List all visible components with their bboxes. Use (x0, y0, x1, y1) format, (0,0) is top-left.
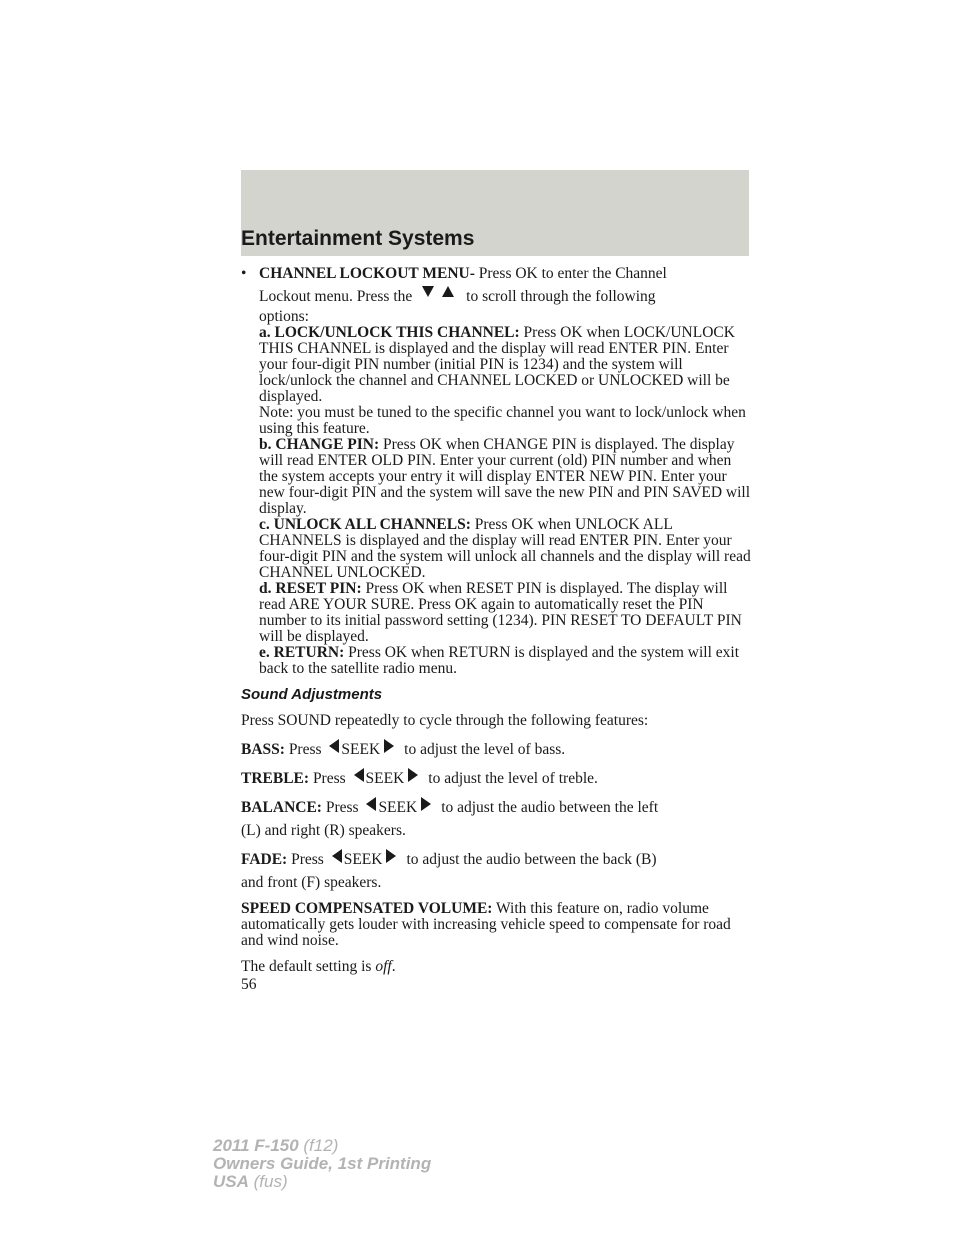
lockout-line-2-pre: Lockout menu. Press the (259, 288, 417, 305)
seek-right-icon (408, 768, 418, 782)
default-pre: The default setting is (241, 958, 376, 975)
section-title: Entertainment Systems (241, 227, 475, 250)
arrow-down-icon (422, 286, 434, 297)
option-a-label: a. LOCK/UNLOCK THIS CHANNEL: (259, 324, 520, 341)
fade-label: FADE: (241, 851, 288, 868)
bullet: • (241, 265, 247, 282)
press-text: Press (288, 741, 326, 758)
lockout-line-1-text: Press OK to enter the Channel (474, 265, 667, 282)
option-a (259, 325, 753, 405)
treble-line (241, 768, 753, 787)
lockout-line-2 (259, 286, 753, 305)
option-b-label: b. CHANGE PIN: (259, 436, 380, 453)
seek-text: SEEK (341, 741, 381, 758)
sound-adjustments-heading: Sound Adjustments (241, 686, 383, 703)
footer-line-1 (213, 1137, 431, 1155)
option-d-text: Press OK when RESET PIN is displayed. The display will read ARE YOUR SURE. Press OK again to automatically reset the PIN number to its initial password setting (1234). PIN RESET TO DEFAULT PIN will be displayed. (259, 580, 742, 645)
seek-left-icon (354, 768, 364, 782)
balance-line-2: (L) and right (R) speakers. (241, 822, 406, 839)
option-c-text: Press OK when UNLOCK ALL CHANNELS is displayed and the display will read ENTER PIN. Enter your four-digit PIN and the system will unlock all channels and the display will read CHANNEL UNLOCKED. (259, 516, 751, 581)
option-a-text: Press OK when LOCK/UNLOCK THIS CHANNEL is displayed and the display will read ENTER PIN. Enter your four-digit PIN number (initial PIN is 1234) and the system will lock/unlock the channel and CHANNEL LOCKED or UNLOCKED will be displayed. (259, 324, 735, 405)
fade-line (241, 849, 753, 868)
lockout-line-2-post: to scroll through the following (466, 288, 656, 305)
scv-paragraph (241, 901, 753, 949)
footer-line-3 (213, 1173, 431, 1191)
footer-code: (f12) (298, 1136, 339, 1155)
default-value: off (375, 958, 392, 975)
seek-text: SEEK (343, 851, 383, 868)
press-text: Press (291, 851, 328, 868)
option-d (259, 581, 753, 645)
bass-text: to adjust the level of bass. (404, 741, 566, 758)
channel-lockout-item (241, 266, 753, 677)
footer-region: USA (213, 1172, 249, 1191)
option-e-label: e. RETURN: (259, 644, 345, 661)
default-setting (241, 959, 753, 975)
option-c (259, 517, 753, 581)
fade-text: to adjust the audio between the back (B) (406, 851, 657, 868)
seek-left-icon (329, 739, 339, 753)
seek-left-icon (332, 849, 342, 863)
sound-intro: Press SOUND repeatedly to cycle through the following features: (241, 712, 649, 729)
footer-model: 2011 F-150 (213, 1136, 299, 1155)
seek-text: SEEK (365, 770, 405, 787)
option-note (259, 405, 753, 437)
scv-label: SPEED COMPENSATED VOLUME: (241, 900, 493, 917)
bass-label: BASS: (241, 741, 285, 758)
bass-line (241, 739, 753, 758)
page-content (241, 266, 753, 975)
seek-left-icon (366, 797, 376, 811)
seek-right-icon (384, 739, 394, 753)
option-e-text: Press OK when RETURN is displayed and the system will exit back to the satellite radio menu. (259, 644, 740, 677)
fade-line-2: and front (F) speakers. (241, 874, 382, 891)
lockout-title: CHANNEL LOCKOUT MENU- (259, 265, 475, 282)
option-b-text: Press OK when CHANGE PIN is displayed. The display will read ENTER OLD PIN. Enter your current (old) PIN number and when the system accepts your entry it will display ENTER NEW PIN. Enter your new four-digit PIN and the system will save the new PIN and PIN SAVED will display. (259, 436, 751, 517)
footer (213, 1137, 431, 1191)
seek-right-icon (386, 849, 396, 863)
press-text: Press (325, 799, 363, 816)
option-c-label: c. UNLOCK ALL CHANNELS: (259, 516, 471, 533)
option-d-label: d. RESET PIN: (259, 580, 362, 597)
page-number: 56 (241, 976, 257, 993)
balance-line (241, 797, 753, 816)
arrow-up-icon (442, 286, 454, 297)
option-note-text: Note: you must be tuned to the specific channel you want to lock/unlock when using this feature. (259, 404, 746, 437)
balance-text: to adjust the audio between the left (441, 799, 659, 816)
lockout-line-1 (259, 266, 753, 282)
option-e (259, 645, 753, 677)
footer-guide: Owners Guide, 1st Printing (213, 1154, 432, 1173)
footer-region-code: (fus) (248, 1172, 288, 1191)
section-header-band (241, 170, 749, 256)
seek-right-icon (421, 797, 431, 811)
option-b (259, 437, 753, 517)
treble-text: to adjust the level of treble. (428, 770, 598, 787)
default-post: . (391, 958, 396, 975)
balance-label: BALANCE: (241, 799, 322, 816)
scv-text: With this feature on, radio volume automatically gets louder with increasing vehicle speed to compensate for road and wind noise. (241, 900, 731, 949)
lockout-line-3: options: (259, 308, 309, 325)
seek-text: SEEK (378, 799, 418, 816)
press-text: Press (312, 770, 350, 787)
treble-label: TREBLE: (241, 770, 310, 787)
